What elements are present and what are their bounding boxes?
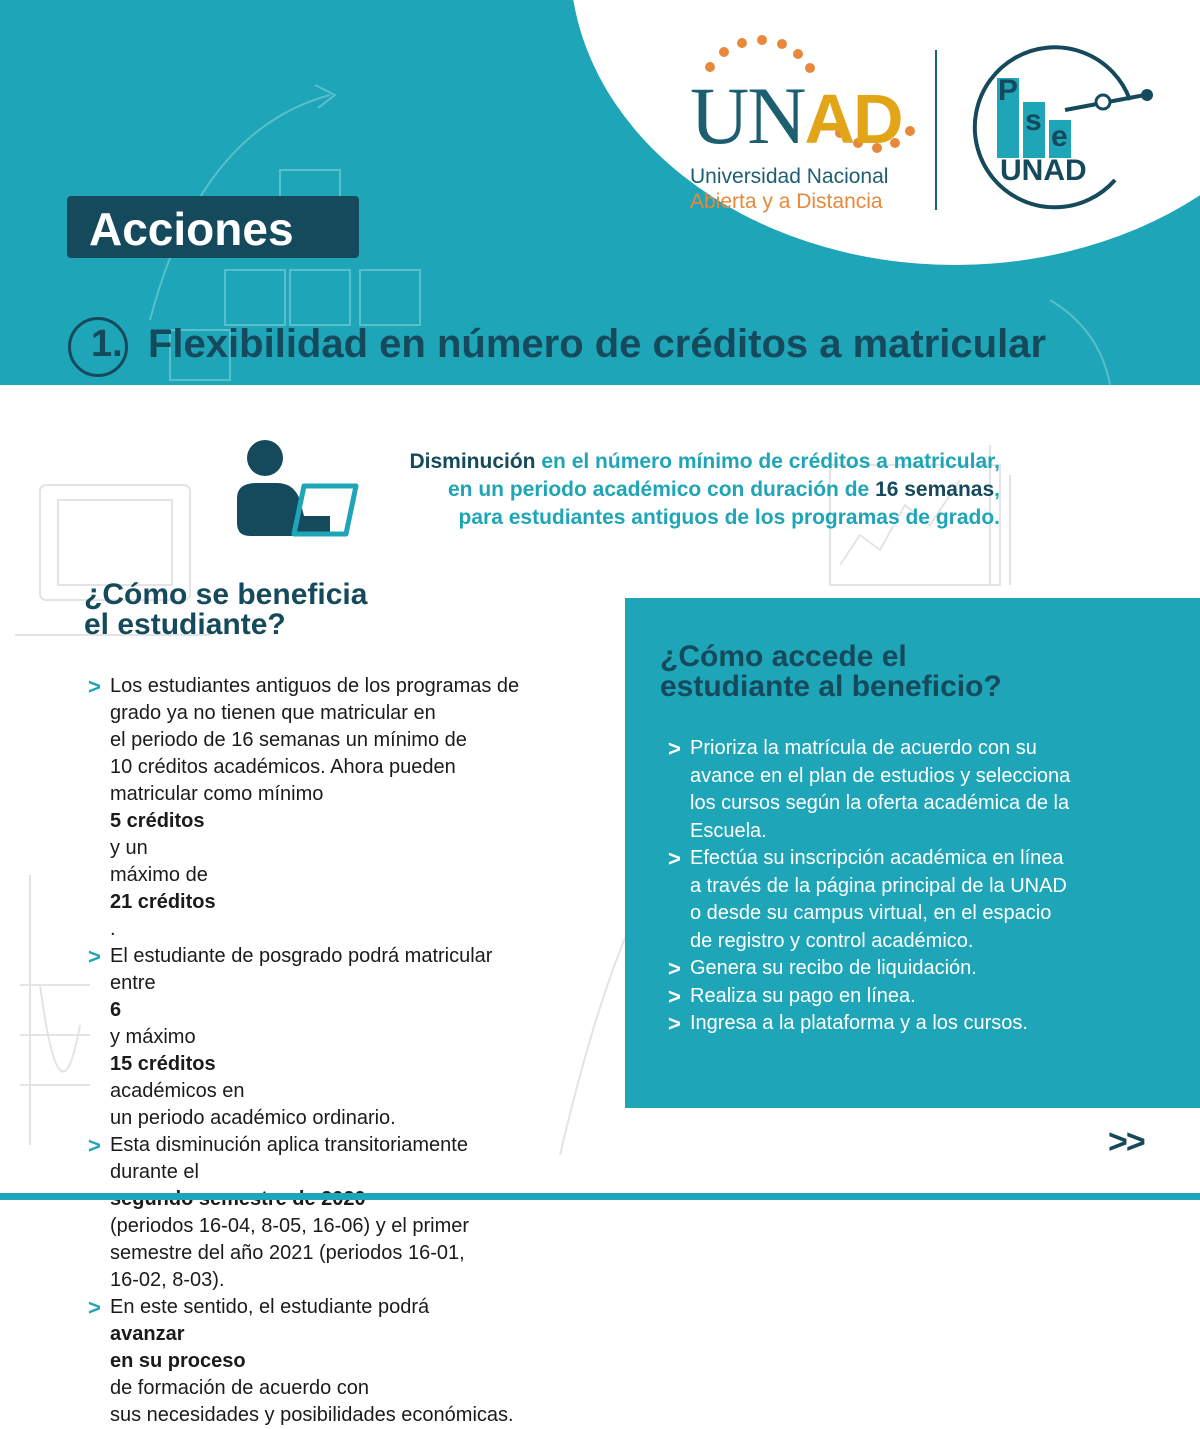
benefit-3-line: (periodos 16-04, 8-05, 16-06) y el primer [110,1215,470,1237]
pse-s: s [1025,104,1042,137]
acciones-badge [67,196,359,258]
unad-ad: AD [804,80,902,158]
intro-l2-dark: 16 semanas [875,478,995,501]
intro-l2-end: , [994,478,1000,501]
text-bold: en su proceso [110,1350,246,1372]
benefit-3-line [110,1159,608,1213]
access-step-4-line: Realiza su pago en línea. [690,984,916,1007]
text-bold: 6 [110,999,122,1021]
acciones-label: Acciones [89,203,294,255]
benefit-1-line: el periodo de 16 semanas un mínimo de [110,729,467,751]
benefit-1-line [110,781,608,862]
bullet-chevron-icon: > [668,956,681,981]
benefit-2-line: El estudiante de posgrado podrá matricular [110,945,493,967]
benefit-4-line [110,1294,608,1348]
access-step-3-line: Genera su recibo de liquidación. [690,957,977,979]
benefit-item-1 [88,673,608,943]
text-bold: 15 créditos [110,1053,216,1075]
right-title-line1: ¿Cómo accede el [660,640,907,673]
text-run: En este sentido, el estudiante podrá [110,1296,430,1318]
left-title-line2: el estudiante? [84,608,286,641]
intro-line-1 [300,448,1000,476]
benefit-1-line: Los estudiantes antiguos de los programas de [110,675,520,697]
bullet-chevron-icon: > [668,736,681,761]
access-step-5-line: Ingresa a la plataforma y a los cursos. [690,1012,1028,1034]
intro-l1-teal: en el número mínimo de créditos a matricular, [535,450,1000,473]
pse-unad-logo [955,40,1165,225]
intro-line-3 [300,504,1000,532]
university-name-line1: Universidad Nacional [690,165,889,188]
text-run: . [110,918,116,940]
intro-text [300,448,1000,532]
pse-e: e [1051,120,1068,153]
bullet-chevron-icon: > [668,846,681,871]
benefit-3-line: 16-02, 8-03). [110,1269,225,1291]
text-run: académicos en [110,1080,245,1102]
benefit-item-2 [88,943,608,1132]
intro-line-2 [300,476,1000,504]
access-step-2-line: Efectúa su inscripción académica en línea [690,847,1064,869]
access-step-1 [668,735,1168,845]
access-step-2 [668,845,1168,955]
intro-l3-teal: para estudiantes antiguos de los programas de grado. [458,506,1000,529]
unad-wordmark [690,70,902,161]
section-title: Flexibilidad en número de créditos a matricular [148,322,1047,366]
text-bold: 5 créditos [110,810,205,832]
benefit-3-line: semestre del año 2021 (periodos 16-01, [110,1242,465,1264]
access-step-2-line: o desde su campus virtual, en el espacio [690,902,1052,924]
logo-divider [935,50,937,210]
bullet-chevron-icon: > [668,1011,681,1036]
pse-p: P [998,74,1019,107]
access-steps-list [668,735,1168,1038]
text-bold: avanzar [110,1323,185,1345]
benefit-4-line [110,1348,608,1402]
benefit-1-line [110,862,608,943]
bullet-chevron-icon: > [88,944,101,969]
benefit-item-3 [88,1132,608,1294]
university-name-line2: Abierta y a Distancia [690,190,883,213]
footer-bar [0,1193,1200,1200]
access-step-1-line: los cursos según la oferta académica de la [690,792,1070,814]
access-step-5 [668,1010,1168,1038]
intro-l2-teal: en un periodo académico con duración de [447,478,876,501]
access-step-1-line: Prioriza la matrícula de acuerdo con su [690,737,1037,759]
section-number: 1. [91,323,123,365]
benefit-item-4 [88,1294,608,1429]
access-step-3 [668,955,1168,983]
text-run: y máximo [110,1026,196,1048]
access-step-1-line: Escuela. [690,819,767,842]
text-run: matricular como mínimo [110,783,324,805]
benefit-list [88,673,608,1429]
header-banner [0,0,1200,385]
pse-unad: UNAD [1000,154,1087,187]
text-run: durante el [110,1161,199,1183]
access-step-2-line: de registro y control académico. [690,929,974,952]
bullet-chevron-icon: > [668,983,681,1009]
benefit-2-line: un periodo académico ordinario. [110,1107,396,1129]
access-step-2-line: a través de la página principal de la UNAD [690,874,1067,897]
left-section-title [84,580,367,640]
left-title-line1: ¿Cómo se beneficia [84,578,368,611]
unad-un: UN [690,70,805,161]
benefit-3-line: Esta disminución aplica transitoriamente [110,1134,468,1156]
right-section-title [660,642,1002,702]
text-run: de formación de acuerdo con [110,1377,370,1399]
benefit-1-line: grado ya no tienen que matricular en [110,702,436,724]
logo-area [690,35,1190,225]
text-run: entre [110,972,156,994]
bullet-chevron-icon: > [88,1295,101,1320]
access-step-4 [668,983,1168,1011]
benefit-4-line: sus necesidades y posibilidades económicas. [110,1404,514,1426]
right-title-line2: estudiante al beneficio? [660,670,1002,703]
benefit-1-line: 10 créditos académicos. Ahora pueden [110,756,456,778]
text-run: máximo de [110,864,208,886]
next-page-arrow-icon[interactable]: >> [1108,1123,1144,1161]
bullet-chevron-icon: > [88,1133,101,1158]
text-bold: 21 créditos [110,891,216,913]
benefit-2-line [110,970,608,1105]
intro-l1-dark: Disminución [409,450,536,473]
bullet-chevron-icon: > [88,674,101,699]
text-run: y un [110,837,148,859]
access-step-1-line: avance en el plan de estudios y selecciona [690,764,1071,787]
